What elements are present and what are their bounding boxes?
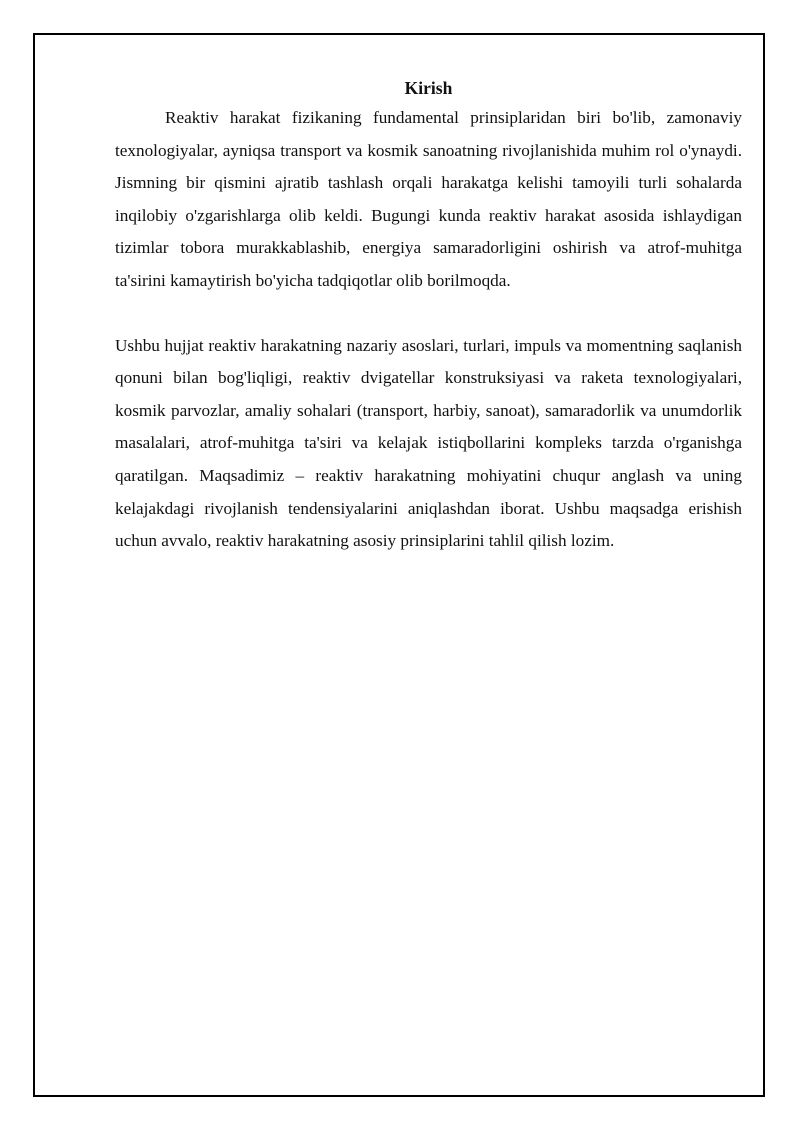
document-body [115, 76, 742, 558]
document-title: Kirish [404, 78, 453, 98]
paragraph-purpose: Ushbu hujjat reaktiv harakatning nazariy asoslari, turlari, impuls va momentning saqlanish qonuni bilan bog'liqligi, reaktiv dvigatellar konstruksiyasi va raketa texnologiyalari, kosmik parvozlar, amaliy sohalari (transport, harbiy, sanoat), samaradorlik va unumdorlik masalalari, atrof-muhitga ta'siri va kelajak istiqbollarini kompleks tarzda o'rganishga qaratilgan. Maqsadimiz – reaktiv harakatning mohiyatini chuqur anglash va uning kelajakdagi rivojlanish tendensiyalarini aniqlashdan iborat. Ushbu maqsadga erishish uchun avvalo, reaktiv harakatning asosiy prinsiplarini tahlil qilish lozim. [115, 335, 742, 551]
paragraph-spacer [115, 298, 742, 330]
paragraph-intro: Reaktiv harakat fizikaning fundamental prinsiplaridan biri bo'lib, zamonaviy texnologiyalar, ayniqsa transport va kosmik sanoatning rivojlanishida muhim rol o'ynaydi. Jismning bir qismini ajratib tashlash orqali harakatga kelishi tamoyili turli sohalarda inqilobiy o'zgarishlarga olib keldi. Bugungi kunda reaktiv harakat asosida ishlaydigan tizimlar tobora murakkablashib, energiya samaradorligini oshirish va atrof-muhitga ta'sirini kamaytirish bo'yicha tadqiqotlar olib borilmoqda. [115, 108, 742, 290]
